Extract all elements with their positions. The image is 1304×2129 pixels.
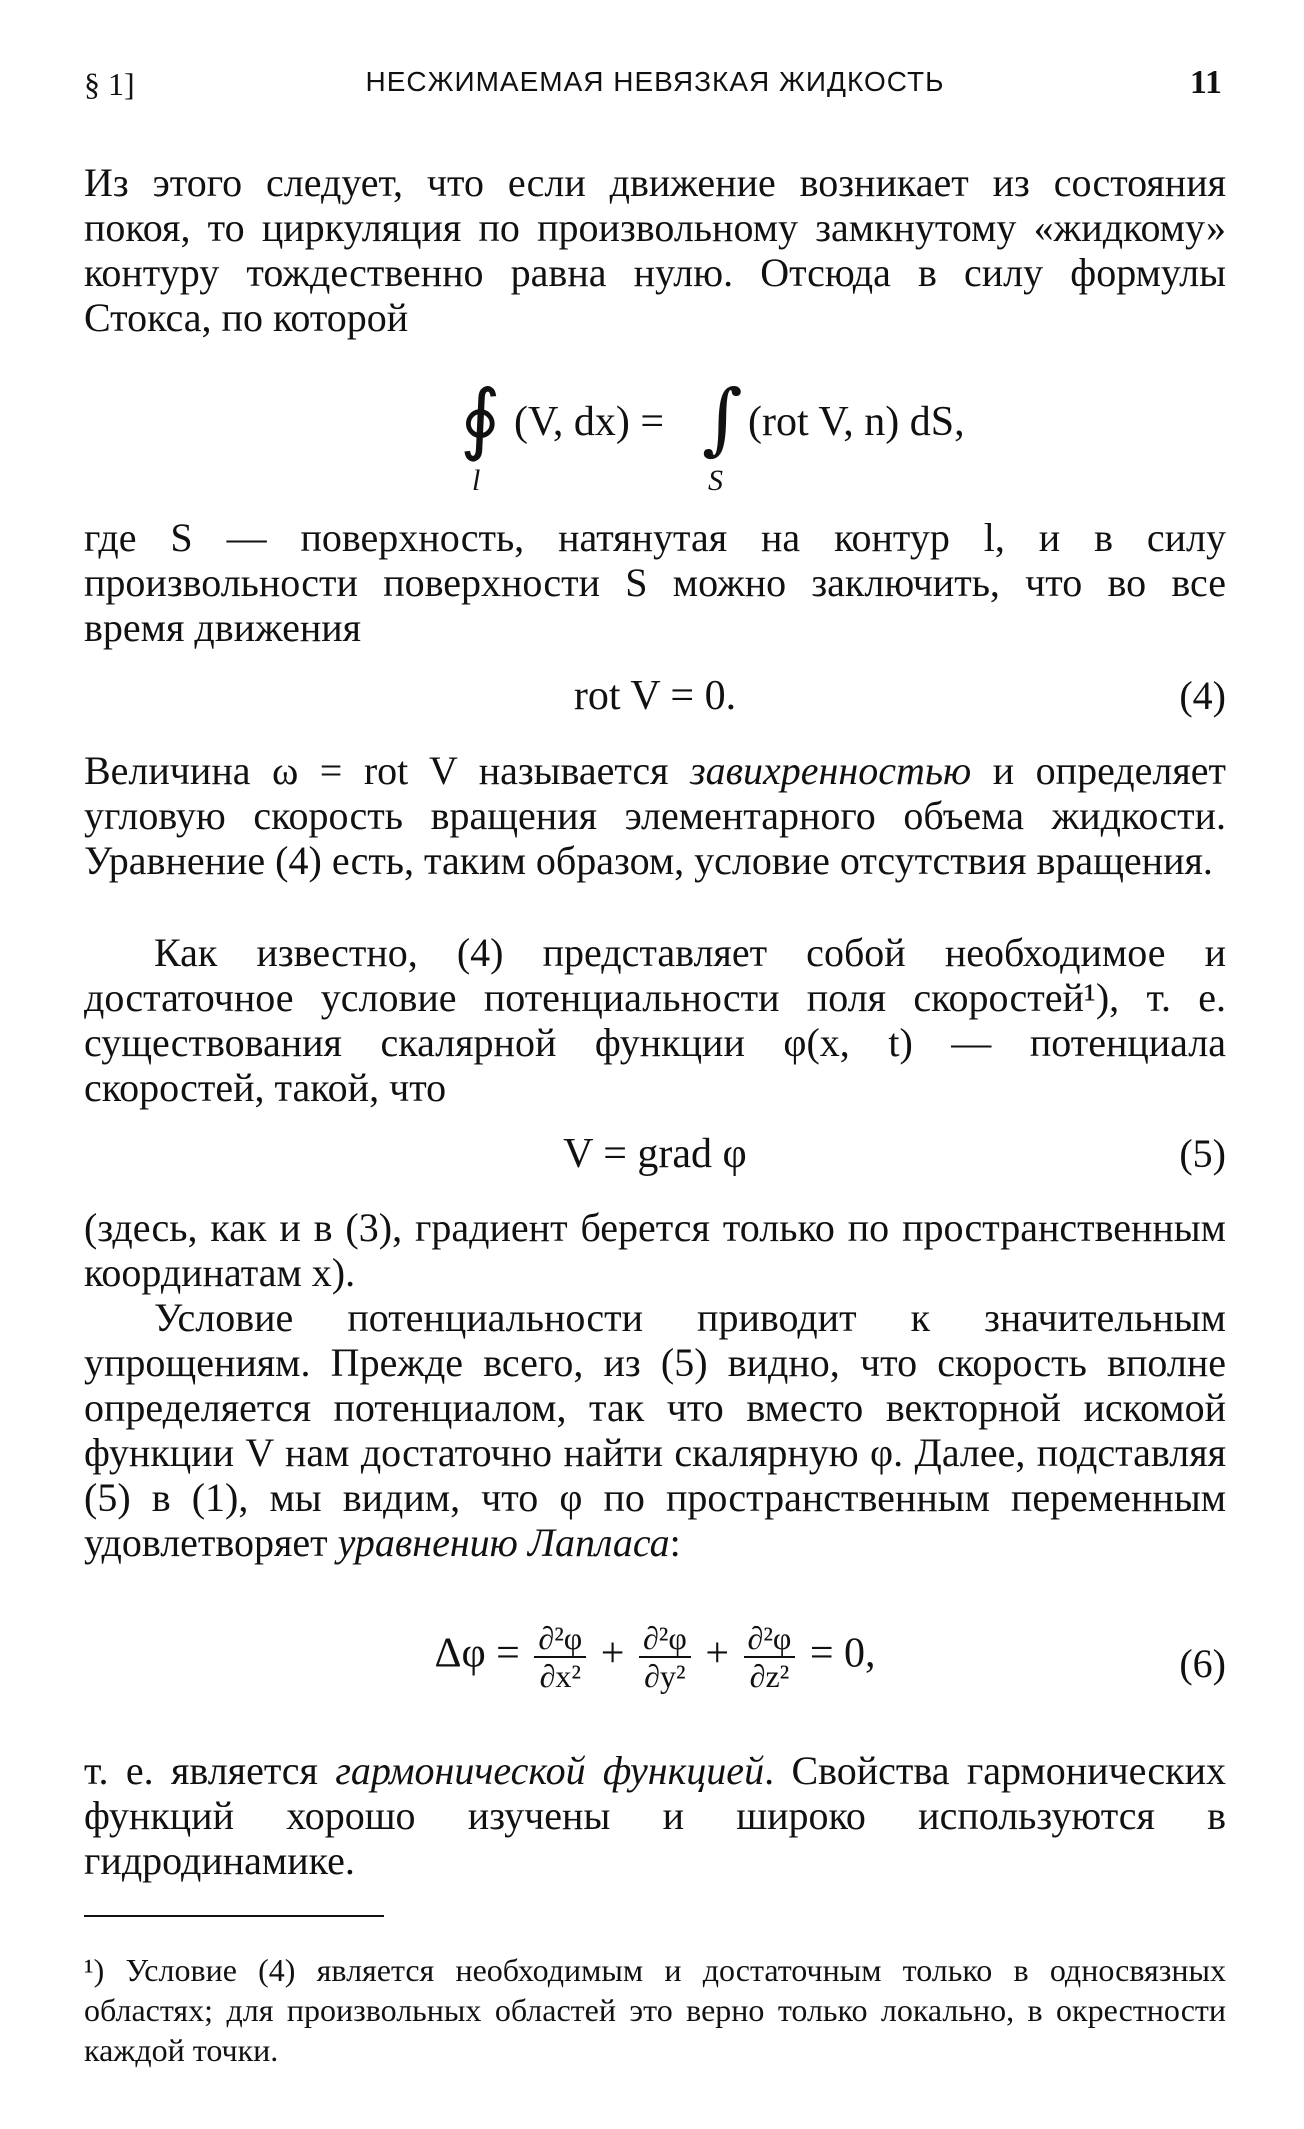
term-laplace-equation: уравнению Лапласа xyxy=(337,1520,670,1565)
equation-6 xyxy=(84,1620,1226,1740)
paragraph-2: где S — поверхность, натянутая на контур l, и в силу произвольности поверхности S можно заключить, что во все время движения xyxy=(84,515,1226,650)
section-mark: § 1] xyxy=(84,66,135,102)
paragraph-6 xyxy=(84,1295,1226,1565)
paragraph-4: Как известно, (4) представляет собой необходимое и достаточное условие потенциальности поля скоростей¹), т. е. существования скалярной функции φ(x, t) — потенциала скоростей, такой, что xyxy=(84,930,1226,1110)
paragraph-7 xyxy=(84,1748,1226,1883)
surface-integral-sign: ∫ xyxy=(702,374,743,464)
equation-5-expression: V = grad φ xyxy=(563,1131,747,1177)
fraction-d2y xyxy=(639,1620,691,1694)
paragraph-3 xyxy=(84,748,1226,883)
paragraph-6-text-b: : xyxy=(669,1520,681,1565)
book-page xyxy=(84,0,1226,2129)
paragraph-3-text-b: и определяет угловую скорость вращения элементарного объема жидкости. Уравнение (4) есть, таким образом, условие отсутствия вращения. xyxy=(84,748,1226,883)
plus-sign-1: + xyxy=(600,1630,625,1677)
fraction-d2y-denominator: ∂y² xyxy=(644,1658,686,1694)
stokes-right-side: (rot V, n) dS, xyxy=(748,399,965,445)
laplacian-lhs: Δφ = xyxy=(434,1630,520,1677)
stokes-formula xyxy=(84,374,1226,500)
paragraph-7-text-b: . Свойства гармонических функций хорошо изучены и широко используются в гидродинамике. xyxy=(84,1748,1227,1883)
contour-subscript: l xyxy=(472,464,481,497)
fraction-d2y-numerator: ∂²φ xyxy=(639,1620,691,1658)
running-title: НЕСЖИМАЕМАЯ НЕВЯЗКАЯ ЖИДКОСТЬ xyxy=(365,66,945,97)
laplacian-rhs: = 0, xyxy=(809,1630,876,1677)
equation-6-number: (6) xyxy=(1179,1641,1226,1686)
paragraph-7-text-a: т. е. является xyxy=(84,1748,336,1793)
fraction-d2x xyxy=(534,1620,586,1694)
footnote: ¹) Условие (4) является необходимым и достаточным только в односвязных областях; для произвольных областей это верно только локально, в окрестности каждой точки. xyxy=(84,1952,1226,2068)
term-vorticity: завихренностью xyxy=(690,748,972,793)
fraction-d2x-numerator: ∂²φ xyxy=(534,1620,586,1658)
fraction-d2x-denominator: ∂x² xyxy=(539,1658,582,1694)
paragraph-5: (здесь, как и в (3), градиент берется только по пространственным координатам x). xyxy=(84,1205,1226,1295)
equation-5-number: (5) xyxy=(1179,1131,1226,1176)
page-number: 11 xyxy=(1189,64,1222,101)
paragraph-1: Из этого следует, что если движение возникает из состояния покоя, то циркуляция по произвольному замкнутому «жидкому» контуру тождественно равна нулю. Отсюда в силу формулы Стокса, по которой xyxy=(84,160,1226,340)
surface-subscript: S xyxy=(708,464,723,497)
term-harmonic-function: гармонической функцией xyxy=(335,1748,765,1793)
equation-6-expression xyxy=(84,1620,1226,1694)
paragraph-6-text-a: Условие потенциальности приводит к значительным упрощениям. Прежде всего, из (5) видно, что скорость вполне определяется потенциалом, так что вместо векторной искомой функции V нам достаточно найти скалярную φ. Далее, подставляя (5) в (1), мы видим, что φ по пространственным переменным удовлетворяет xyxy=(84,1295,1226,1565)
equation-4-expression: rot V = 0. xyxy=(573,673,737,719)
footnote-separator xyxy=(84,1915,384,1917)
fraction-d2z xyxy=(744,1620,796,1694)
equation-4-number: (4) xyxy=(1179,673,1226,718)
fraction-d2z-denominator: ∂z² xyxy=(749,1658,790,1694)
contour-integral-sign: ∮ xyxy=(460,374,501,464)
stokes-left-side: (V, dx) = xyxy=(514,399,665,445)
fraction-d2z-numerator: ∂²φ xyxy=(744,1620,796,1658)
paragraph-3-text-a: Величина ω = rot V называется xyxy=(84,748,691,793)
running-header xyxy=(84,58,1226,108)
plus-sign-2: + xyxy=(705,1630,729,1677)
